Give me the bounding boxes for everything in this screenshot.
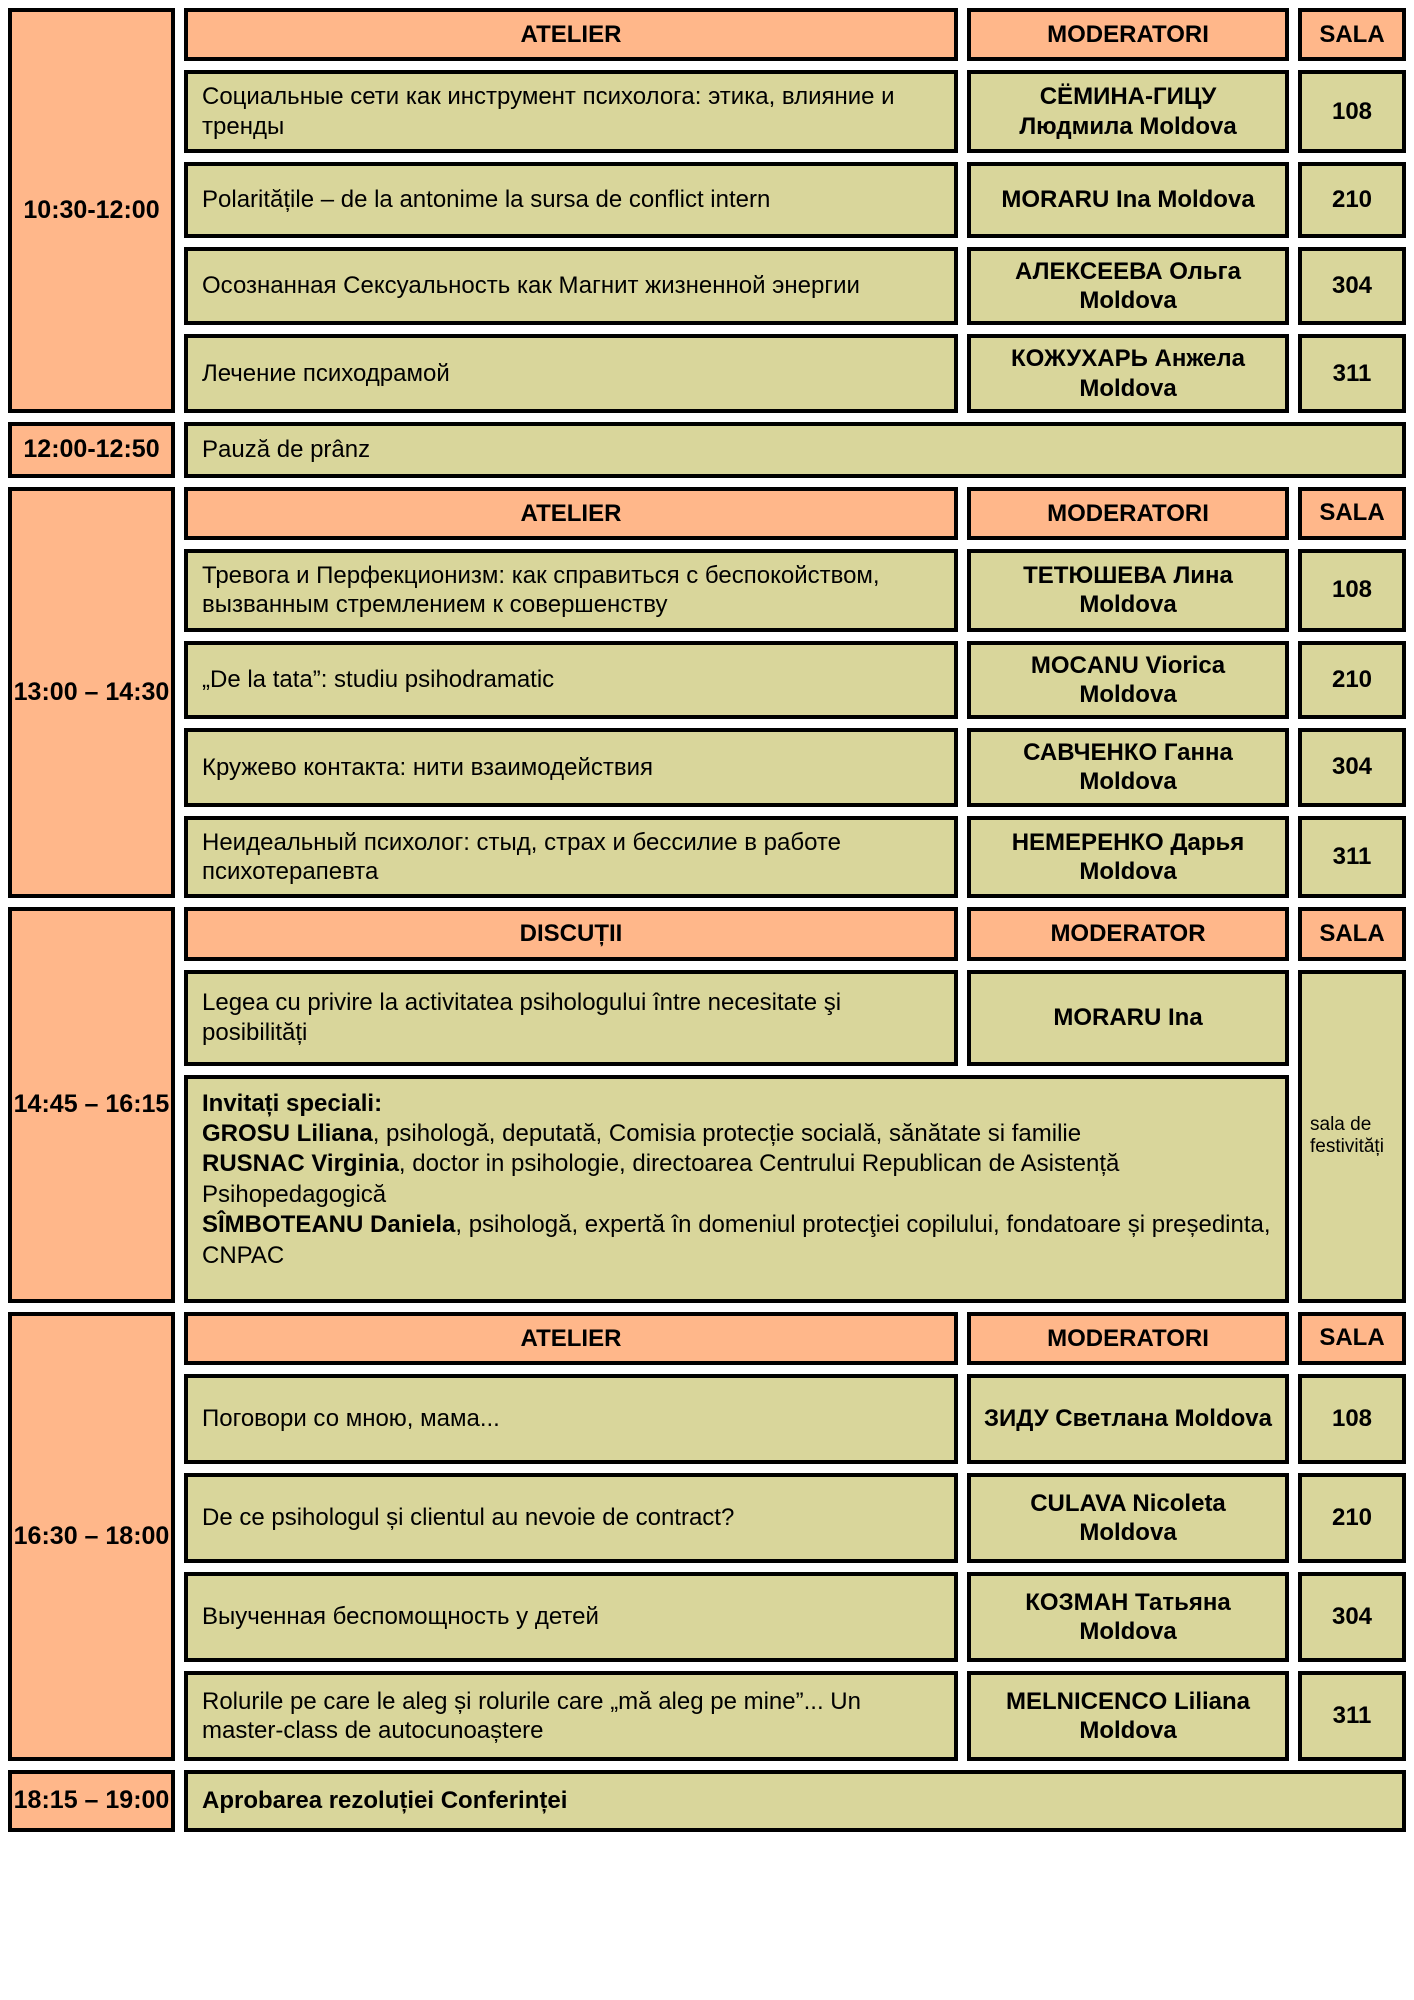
- session-block-morning: [8, 8, 1406, 413]
- workshop-title: Поговори со мною, мама...: [184, 1374, 958, 1464]
- time-slot-lunch: 12:00-12:50: [8, 422, 175, 478]
- room-number: 108: [1298, 549, 1406, 632]
- room-number: 304: [1298, 1572, 1406, 1662]
- table-row: [184, 641, 1406, 720]
- table-row: [184, 728, 1406, 807]
- time-slot-morning: 10:30-12:00: [8, 8, 175, 413]
- moderator-name: АЛЕКСЕЕВА Ольга Moldova: [967, 247, 1289, 326]
- table-row: [184, 334, 1406, 413]
- table-row: [184, 1374, 1406, 1464]
- column-header-moderator: MODERATOR: [967, 907, 1289, 960]
- column-header-atelier: ATELIER: [184, 8, 958, 61]
- workshop-title: Кружево контакта: нити взаимодействия: [184, 728, 958, 807]
- room-number: 108: [1298, 70, 1406, 153]
- header-row: [184, 1312, 1406, 1365]
- moderator-name: КОЗМАН Татьяна Moldova: [967, 1572, 1289, 1662]
- moderator-name: КОЖУХАРЬ Анжела Moldova: [967, 334, 1289, 413]
- room-number: 311: [1298, 334, 1406, 413]
- table-row: [184, 816, 1406, 899]
- column-header-atelier: ATELIER: [184, 1312, 958, 1365]
- moderator-name: НЕМЕРЕНКО Дарья Moldova: [967, 816, 1289, 899]
- workshop-title: Тревога и Перфекционизм: как справиться с беспокойством, вызванным стремлением к совершенству: [184, 549, 958, 632]
- column-header-discutii: DISCUȚII: [184, 907, 958, 960]
- moderator-name: СЁМИНА-ГИЦУ Людмила Moldova: [967, 70, 1289, 153]
- resolution-label: Aprobarea rezoluției Conferinței: [184, 1770, 1406, 1832]
- room-number: 304: [1298, 247, 1406, 326]
- table-row: [184, 970, 1289, 1066]
- room-number: 108: [1298, 1374, 1406, 1464]
- time-slot-afternoon: 13:00 – 14:30: [8, 487, 175, 898]
- moderator-name: MORARU Ina Moldova: [967, 162, 1289, 238]
- time-slot-discussions: 14:45 – 16:15: [8, 907, 175, 1302]
- table-row: [184, 247, 1406, 326]
- resolution-block: [8, 1770, 1406, 1832]
- room-number: 210: [1298, 162, 1406, 238]
- table-row: [184, 70, 1406, 153]
- column-header-sala: SALA: [1298, 907, 1406, 960]
- table-row: [184, 162, 1406, 238]
- special-guest-entry: GROSU Liliana, psihologă, deputată, Comisia protecție socială, sănătate si familie: [202, 1119, 1082, 1147]
- lunch-break-label: Pauză de prânz: [184, 422, 1406, 478]
- time-slot-resolution: 18:15 – 19:00: [8, 1770, 175, 1832]
- session-block-evening: [8, 1312, 1406, 1761]
- table-row: [184, 549, 1406, 632]
- discussion-topic: Legea cu privire la activitatea psihologului între necesitate şi posibilități: [184, 970, 958, 1066]
- workshop-title: Лечение психодрамой: [184, 334, 958, 413]
- table-row: [184, 1473, 1406, 1563]
- workshop-title: Осознанная Сексуальность как Магнит жизненной энергии: [184, 247, 958, 326]
- workshop-title: „De la tata”: studiu psihodramatic: [184, 641, 958, 720]
- column-header-sala: SALA: [1298, 8, 1406, 61]
- column-header-moderatori: MODERATORI: [967, 1312, 1289, 1365]
- moderator-name: MELNICENCO Liliana Moldova: [967, 1671, 1289, 1761]
- column-header-atelier: ATELIER: [184, 487, 958, 540]
- room-number: 210: [1298, 1473, 1406, 1563]
- session-block-afternoon: [8, 487, 1406, 898]
- workshop-title: Rolurile pe care le aleg și rolurile care „mă aleg pe mine”... Un master-class de autocunoaștere: [184, 1671, 958, 1761]
- room-number: 311: [1298, 1671, 1406, 1761]
- room-number: 304: [1298, 728, 1406, 807]
- workshop-title: Polaritățile – de la antonime la sursa de conflict intern: [184, 162, 958, 238]
- moderator-name: MORARU Ina: [967, 970, 1289, 1066]
- column-header-moderatori: MODERATORI: [967, 8, 1289, 61]
- special-guests-title: Invitați speciali:: [202, 1089, 383, 1117]
- room-number: 210: [1298, 641, 1406, 720]
- room-name: sala de festivități: [1298, 970, 1406, 1303]
- table-row: [184, 1770, 1406, 1832]
- room-number: 311: [1298, 816, 1406, 899]
- session-block-discussions: [8, 907, 1406, 1302]
- header-row: [184, 487, 1406, 540]
- moderator-name: ЗИДУ Светлана Moldova: [967, 1374, 1289, 1464]
- column-header-sala: SALA: [1298, 1312, 1406, 1365]
- moderator-name: CULAVA Nicoleta Moldova: [967, 1473, 1289, 1563]
- header-row: [184, 8, 1406, 61]
- table-row: [184, 422, 1406, 478]
- table-row: [184, 1671, 1406, 1761]
- column-header-moderatori: MODERATORI: [967, 487, 1289, 540]
- moderator-name: ТЕТЮШЕВА Лина Moldova: [967, 549, 1289, 632]
- header-row: [184, 907, 1406, 960]
- special-guest-entry: RUSNAC Virginia, doctor in psihologie, directoarea Centrului Republican de Asistență Psihopedagogică: [202, 1150, 1120, 1208]
- table-row: [184, 1572, 1406, 1662]
- time-slot-evening: 16:30 – 18:00: [8, 1312, 175, 1761]
- column-header-sala: SALA: [1298, 487, 1406, 540]
- workshop-title: Социальные сети как инструмент психолога: этика, влияние и тренды: [184, 70, 958, 153]
- moderator-name: САВЧЕНКО Ганна Moldova: [967, 728, 1289, 807]
- workshop-title: Неидеальный психолог: стыд, страх и бессилие в работе психотерапевта: [184, 816, 958, 899]
- workshop-title: De ce psihologul și clientul au nevoie de contract?: [184, 1473, 958, 1563]
- special-guests-cell: [184, 1075, 1289, 1303]
- lunch-break-block: [8, 422, 1406, 478]
- discussion-body: [184, 970, 1406, 1303]
- moderator-name: MOCANU Viorica Moldova: [967, 641, 1289, 720]
- special-guest-entry: SÎMBOTEANU Daniela, psihologă, expertă în domeniul protecţiei copilului, fondatoare și președinta, CNPAC: [202, 1211, 1271, 1269]
- workshop-title: Выученная беспомощность у детей: [184, 1572, 958, 1662]
